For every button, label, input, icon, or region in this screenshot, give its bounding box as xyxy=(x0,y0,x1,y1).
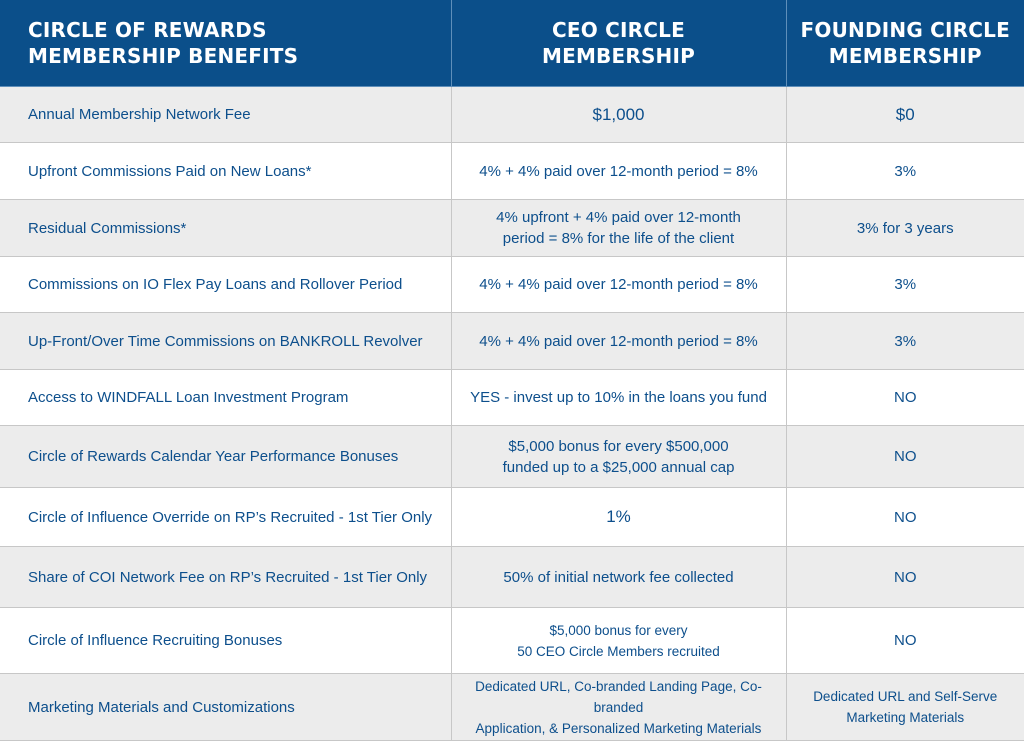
benefit-label: Marketing Materials and Customizations xyxy=(0,674,451,741)
founding-value xyxy=(786,257,1024,313)
table-row xyxy=(0,674,1024,741)
ceo-value xyxy=(451,608,786,674)
ceo-value-line: 4% + 4% paid over 12-month period = 8% xyxy=(479,276,758,293)
ceo-value xyxy=(451,87,786,143)
benefit-label: Up-Front/Over Time Commissions on BANKROLL Revolver xyxy=(0,313,451,370)
founding-value xyxy=(786,87,1024,143)
founding-value xyxy=(786,143,1024,200)
founding-value-line: NO xyxy=(894,448,917,465)
header-benefits xyxy=(0,0,451,87)
header-ceo-line-1: CEO CIRCLE xyxy=(552,18,685,42)
ceo-value-line: 4% + 4% paid over 12-month period = 8% xyxy=(479,162,758,180)
founding-value xyxy=(786,200,1024,257)
benefit-label: Circle of Rewards Calendar Year Performance Bonuses xyxy=(0,426,451,488)
ceo-value-line: $1,000 xyxy=(592,104,645,124)
table-row xyxy=(0,426,1024,488)
ceo-value-line: Application, & Personalized Marketing Materials xyxy=(475,720,762,736)
founding-value-line: 3% xyxy=(894,162,917,180)
benefit-label: Annual Membership Network Fee xyxy=(0,87,451,143)
founding-value xyxy=(786,488,1024,547)
header-ceo-circle xyxy=(451,0,786,87)
benefit-label: Upfront Commissions Paid on New Loans* xyxy=(0,143,451,200)
ceo-value-line: 4% + 4% paid over 12-month period = 8% xyxy=(479,332,758,350)
ceo-value xyxy=(451,426,786,488)
table-row xyxy=(0,143,1024,200)
founding-value-line: NO xyxy=(894,389,917,406)
ceo-value-line: $5,000 bonus for every $500,000 xyxy=(508,437,729,455)
table-row xyxy=(0,608,1024,674)
ceo-value-line: $5,000 bonus for every xyxy=(549,622,688,638)
founding-value xyxy=(786,370,1024,426)
table-row xyxy=(0,87,1024,143)
benefit-label: Access to WINDFALL Loan Investment Program xyxy=(0,370,451,426)
table-row xyxy=(0,488,1024,547)
founding-value xyxy=(786,547,1024,608)
ceo-value xyxy=(451,200,786,257)
founding-value-line: 3% xyxy=(894,332,917,350)
benefit-label: Share of COI Network Fee on RP’s Recruited - 1st Tier Only xyxy=(0,547,451,608)
founding-value xyxy=(786,426,1024,488)
founding-value-line: Marketing Materials xyxy=(846,710,965,725)
table-row xyxy=(0,313,1024,370)
founding-value xyxy=(786,674,1024,741)
table-row xyxy=(0,200,1024,257)
table-row xyxy=(0,257,1024,313)
header-benefits-line-1: CIRCLE OF REWARDS xyxy=(28,18,267,42)
founding-value-line: NO xyxy=(894,508,917,526)
ceo-value xyxy=(451,257,786,313)
founding-value xyxy=(786,608,1024,674)
table-header-row xyxy=(0,0,1024,87)
ceo-value xyxy=(451,370,786,426)
ceo-value-line: 50 CEO Circle Members recruited xyxy=(517,643,720,659)
benefit-label: Circle of Influence Override on RP’s Recruited - 1st Tier Only xyxy=(0,488,451,547)
ceo-value-line: 50% of initial network fee collected xyxy=(503,568,734,586)
ceo-value xyxy=(451,313,786,370)
benefit-label: Residual Commissions* xyxy=(0,200,451,257)
ceo-value-line: Dedicated URL, Co-branded Landing Page, Co-branded xyxy=(475,678,762,715)
ceo-value-line: 4% upfront + 4% paid over 12-month xyxy=(496,209,741,226)
founding-value-line: Dedicated URL and Self-Serve xyxy=(813,689,998,704)
ceo-value xyxy=(451,674,786,741)
founding-value-line: $0 xyxy=(895,104,915,124)
ceo-value xyxy=(451,143,786,200)
ceo-value-line: period = 8% for the life of the client xyxy=(502,230,735,247)
table-row xyxy=(0,547,1024,608)
ceo-value xyxy=(451,547,786,608)
founding-value-line: 3% for 3 years xyxy=(856,219,954,237)
header-founding-line-2: MEMBERSHIP xyxy=(828,44,982,68)
ceo-value-line: YES - invest up to 10% in the loans you fund xyxy=(470,389,767,406)
ceo-value-line: 1% xyxy=(606,507,631,526)
header-benefits-line-2: MEMBERSHIP BENEFITS xyxy=(28,44,299,68)
founding-value-line: NO xyxy=(894,632,917,649)
founding-value-line: 3% xyxy=(894,276,917,293)
benefit-label: Circle of Influence Recruiting Bonuses xyxy=(0,608,451,674)
benefit-label: Commissions on IO Flex Pay Loans and Rollover Period xyxy=(0,257,451,313)
header-founding-circle xyxy=(786,0,1024,87)
ceo-value-line: funded up to a $25,000 annual cap xyxy=(502,458,735,476)
header-founding-line-1: FOUNDING CIRCLE xyxy=(800,18,1010,42)
header-ceo-line-2: MEMBERSHIP xyxy=(541,44,695,68)
founding-value-line: NO xyxy=(894,568,917,586)
founding-value xyxy=(786,313,1024,370)
table-row xyxy=(0,370,1024,426)
ceo-value xyxy=(451,488,786,547)
